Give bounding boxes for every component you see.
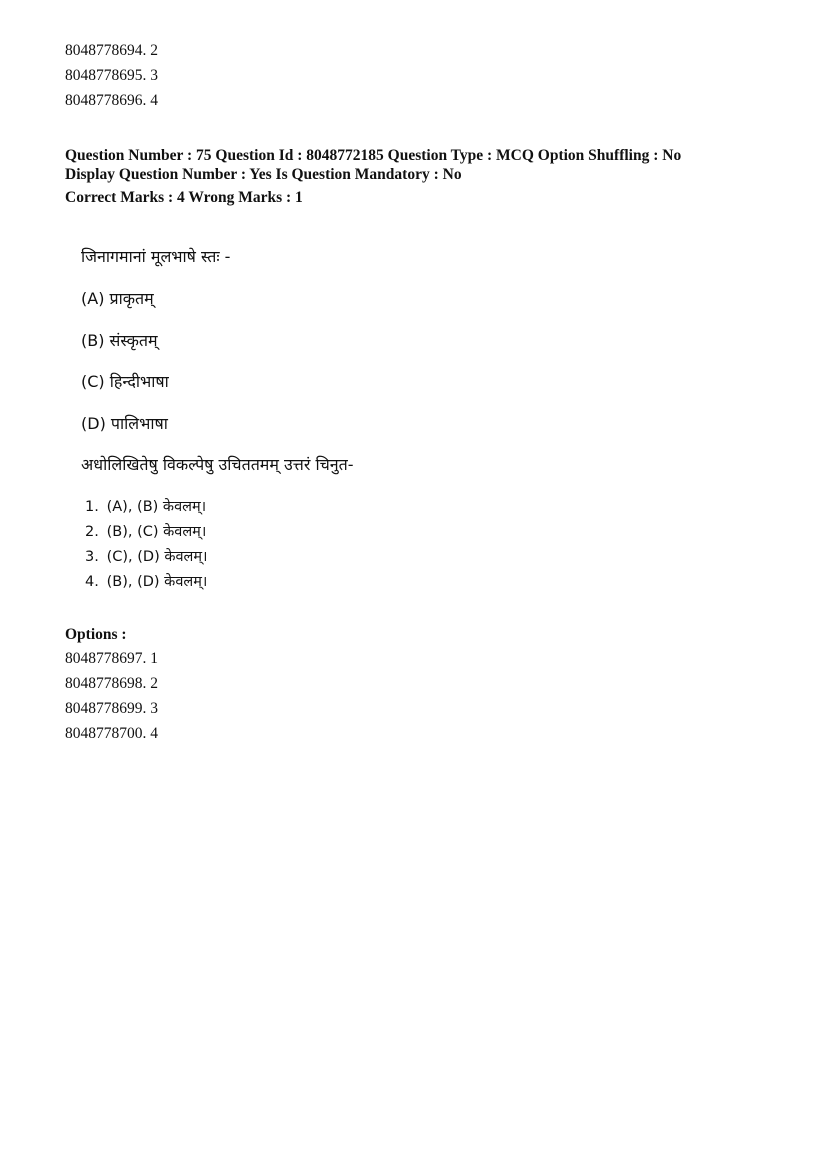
- answer-text: (C), (D) केवलम्।: [106, 549, 208, 565]
- question-marks: Correct Marks : 4 Wrong Marks : 1: [65, 189, 303, 206]
- answer-text: (B), (D) केवलम्।: [106, 574, 208, 590]
- options-label: Options :: [65, 626, 127, 643]
- choice-b: (B) संस्कृतम्: [81, 331, 158, 350]
- question-header-line1: Question Number : 75 Question Id : 8048772185 Question Type : MCQ Option Shuffling : No: [65, 147, 682, 164]
- answer-item-2: [85, 522, 206, 542]
- answer-number: 2.: [85, 524, 99, 540]
- choice-c: (C) हिन्दीभाषा: [81, 372, 169, 391]
- previous-option-2: 8048778694. 2: [65, 42, 158, 59]
- choice-d: (D) पालिभाषा: [81, 414, 168, 433]
- answer-number: 4.: [85, 574, 99, 590]
- question-header-line2: Display Question Number : Yes Is Question Mandatory : No: [65, 166, 462, 183]
- option-item-2: 8048778698. 2: [65, 675, 158, 692]
- answer-number: 3.: [85, 549, 99, 565]
- previous-option-4: 8048778696. 4: [65, 92, 158, 109]
- answer-number: 1.: [85, 499, 99, 515]
- option-item-1: 8048778697. 1: [65, 650, 158, 667]
- answer-text: (A), (B) केवलम्।: [106, 499, 207, 515]
- answer-text: (B), (C) केवलम्।: [106, 524, 207, 540]
- option-item-3: 8048778699. 3: [65, 700, 158, 717]
- question-instruction: अधोलिखितेषु विकल्पेषु उचिततमम् उत्तरं चिनुत-: [81, 455, 354, 474]
- answer-item-3: [85, 547, 208, 567]
- answer-item-1: [85, 497, 206, 517]
- question-stem: जिनागमानां मूलभाषे स्तः -: [81, 247, 231, 266]
- choice-a: (A) प्राकृतम्: [81, 289, 154, 308]
- answer-item-4: [85, 572, 207, 592]
- previous-option-3: 8048778695. 3: [65, 67, 158, 84]
- option-item-4: 8048778700. 4: [65, 725, 158, 742]
